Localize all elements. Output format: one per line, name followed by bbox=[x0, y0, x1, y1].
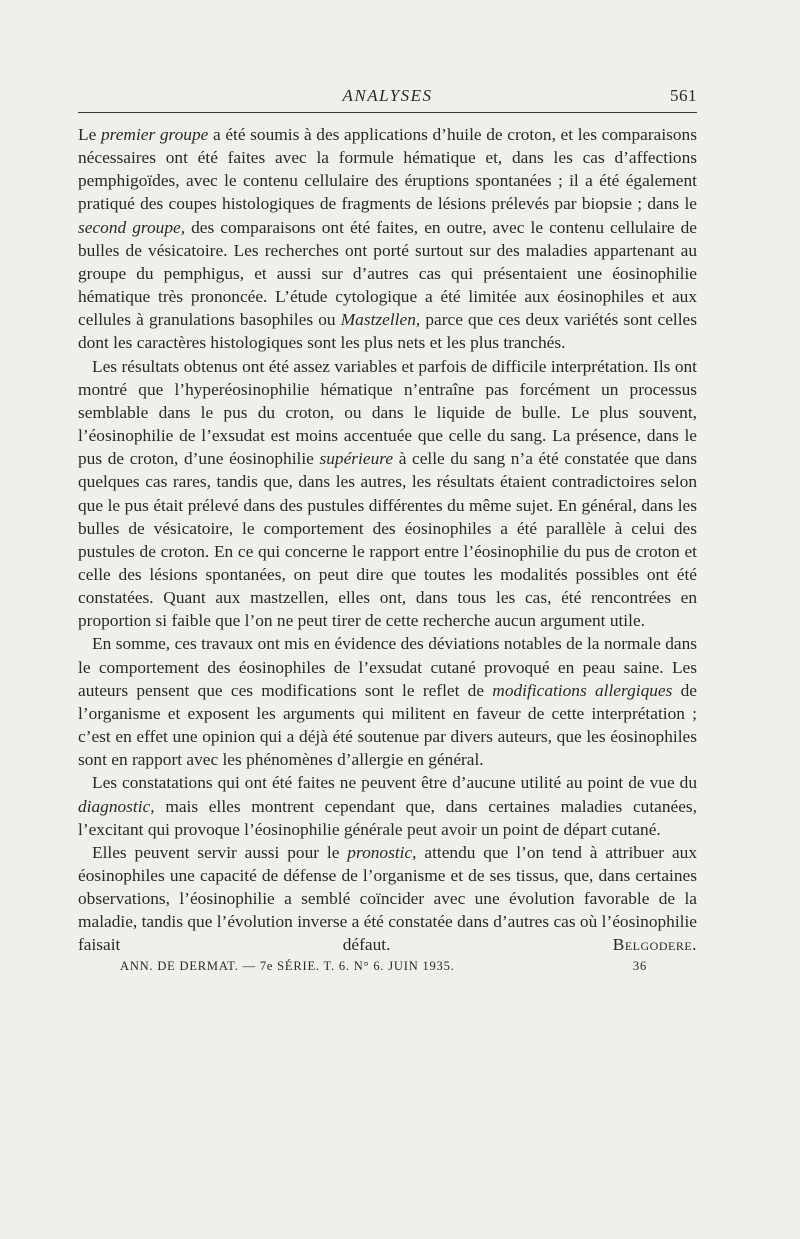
emphasis: pronostic, bbox=[347, 842, 417, 862]
emphasis: supérieure bbox=[319, 449, 394, 469]
paragraph bbox=[78, 771, 697, 840]
text-run: En somme, ces travaux ont mis en évidence des déviations notables de la normale dans le comportement des éosinophiles de l’exsudat cutané provoqué en peau saine. Les auteurs pensent que ces modifications sont le reflet de bbox=[78, 634, 697, 700]
text-run: Elles peuvent servir aussi pour le bbox=[92, 842, 348, 862]
page-footer bbox=[78, 959, 697, 979]
footer-journal-reference: ANN. DE DERMAT. — 7e SÉRIE. T. 6. N° 6. JUIN 1935. bbox=[120, 958, 455, 973]
text-run: Le bbox=[78, 125, 101, 144]
paragraph bbox=[78, 632, 697, 771]
text-run: parce que ces deux variétés sont celles dont les caractères histologiques sont les plus nets et les plus tranchés. bbox=[78, 310, 697, 353]
article-body bbox=[78, 123, 697, 957]
emphasis: diagnostic, bbox=[78, 796, 155, 816]
text-run: mais elles montrent cependant que, dans certaines maladies cutanées, l’excitant qui provoque l’éosinophilie générale peut avoir un point de départ cutané. bbox=[78, 796, 697, 839]
text-run: attendu que l’on tend à attribuer aux éosinophiles une capacité de défense de l’organisme et de ses tissus, que, dans certaines observations, l’éosinophilie a semblé coïncider avec une évolution favorable de la maladie, tandis que l’évolution inverse a été constatée dans d’autres cas où l’éosinophilie faisait défaut. bbox=[78, 842, 697, 955]
footer-sheet-number: 36 bbox=[632, 958, 647, 973]
paragraph bbox=[78, 355, 697, 633]
text-run: à celle du sang n’a été constatée que dans quelques cas rares, tandis que, dans les autres, les résultats étaient contradictoires selon que le pus était prélevé dans des pustules différentes du même sujet. En général, dans les bulles de vésicatoire, le comportement des éosinophiles a été parallèle à celui des pustules de croton. En ce qui concerne le rapport entre l’éosinophilie du pus de croton et celle des lésions spontanées, on peut dire que toutes les modalités possibles ont été constatées. Quant aux mastzellen, elles ont, dans tous les cas, été rencontrées en proportion si faible que l’on ne peut tirer de cette recherche aucun argument utile. bbox=[78, 449, 697, 631]
running-head bbox=[78, 86, 697, 112]
paragraph bbox=[78, 841, 697, 957]
page-number: 561 bbox=[670, 86, 697, 105]
header-rule bbox=[78, 112, 697, 113]
page bbox=[78, 86, 697, 979]
text-run: des comparaisons ont été faites, en outre, avec le contenu cellulaire de bulles de vésicatoire. Les recherches ont porté surtout sur des maladies appartenant au groupe du pemphigus, et aussi sur d’autres cas qui présentaient une éosinophilie hématique très prononcée. L’étude cytologique a été limitée aux éosinophiles et aux cellules à granulations basophiles ou bbox=[78, 217, 698, 330]
author-signature: Belgodere. bbox=[612, 935, 697, 955]
emphasis: second groupe, bbox=[78, 217, 186, 237]
running-title: ANALYSES bbox=[342, 86, 433, 105]
paragraph bbox=[78, 123, 697, 355]
emphasis: modifications allergiques bbox=[492, 680, 673, 700]
emphasis: Mastzellen, bbox=[340, 310, 421, 330]
text-run: Les constatations qui ont été faites ne peuvent être d’aucune utilité au point de vue du bbox=[92, 773, 697, 793]
emphasis: premier groupe bbox=[100, 125, 209, 144]
text-run: Les résultats obtenus ont été assez variables et parfois de difficile interprétation. Ils ont montré que l’hyperéosinophilie hématique n’entraîne pas forcément un processus semblable dans le pus du croton, ou dans le liquide de bulle. Le plus souvent, l’éosinophilie de l’exsudat est moins accentuée que celle du sang. La présence, dans le pus de croton, d’une éosinophilie bbox=[78, 356, 697, 469]
text-run: a été soumis à des applications d’huile de croton, et les comparaisons nécessaires ont été faites avec la formule hématique et, dans les cas d’affections pemphigoïdes, avec le contenu cellulaire des éruptions spontanées ; il a été également pratiqué des coupes histologiques de fragments de lésions prélevés par biopsie ; dans le bbox=[78, 125, 697, 214]
text-run: de l’organisme et exposent les arguments qui militent en faveur de cette interprétation ; c’est en effet une opinion qui a déjà été soutenue par divers auteurs, que les éosinophiles sont en rapport avec les phénomènes d’allergie en général. bbox=[78, 680, 697, 770]
